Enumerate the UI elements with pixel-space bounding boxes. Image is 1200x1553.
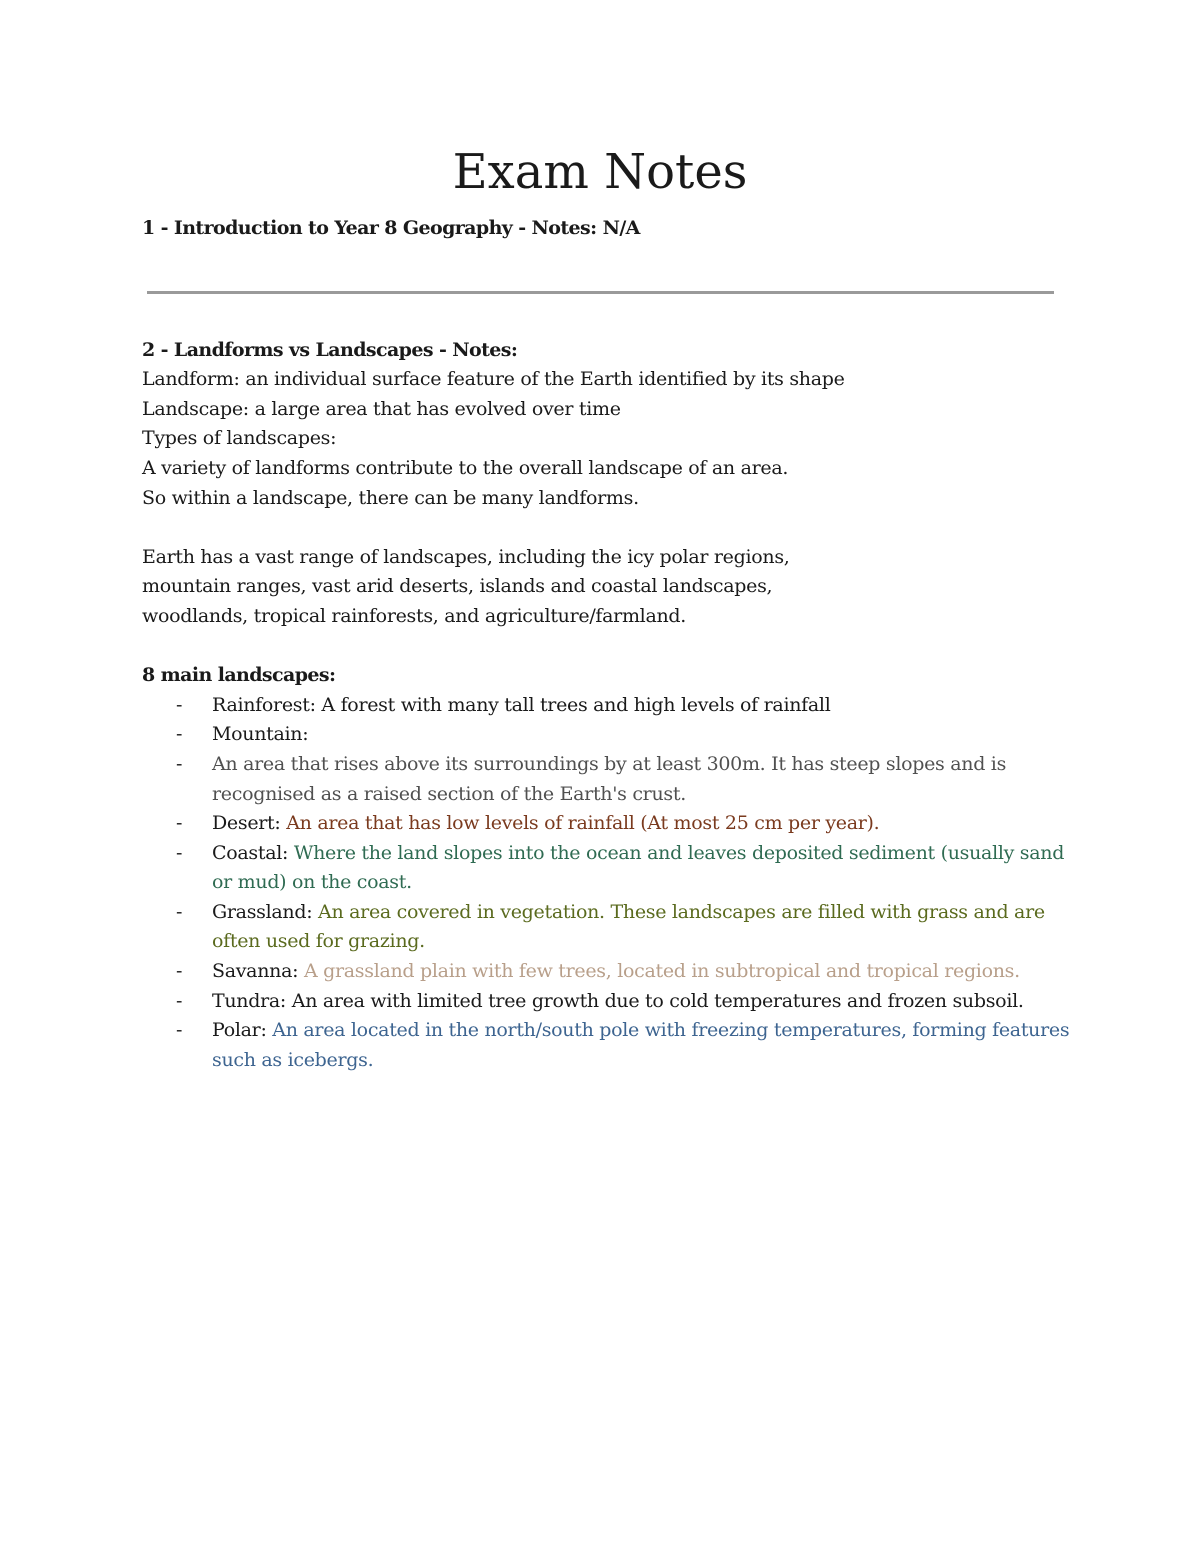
list-item <box>142 809 1072 839</box>
spacer <box>142 294 1072 336</box>
landscape-definition: Where the land slopes into the ocean and leaves deposited sediment (usually sand or mud) on the coast. <box>212 841 1065 894</box>
types-of-landscapes-label: Types of landscapes: <box>142 427 337 450</box>
list-item <box>142 720 1072 750</box>
bullet-dash: - <box>176 900 183 923</box>
spacer <box>142 513 1072 543</box>
section1-heading: 1 - Introduction to Year 8 Geography - Notes: N/A <box>142 217 640 239</box>
list-item <box>142 898 1072 957</box>
landscape-term: Mountain: <box>212 723 309 746</box>
landscape-list <box>142 691 1072 1076</box>
bullet-dash: - <box>176 812 183 835</box>
landscape-definition: An area covered in vegetation. These landscapes are filled with grass and are often used for grazing. <box>212 900 1045 953</box>
bullet-dash: - <box>176 841 183 864</box>
list-item <box>142 987 1072 1017</box>
earth-paragraph-line: woodlands, tropical rainforests, and agriculture/farmland. <box>142 604 687 627</box>
bullet-dash: - <box>176 989 183 1012</box>
document-body <box>142 214 1072 1075</box>
bullet-dash: - <box>176 693 183 716</box>
main-landscapes-heading: 8 main landscapes: <box>142 664 336 687</box>
landscape-term: Rainforest: <box>212 693 316 716</box>
landscape-term: Tundra: <box>212 989 287 1012</box>
bullet-dash: - <box>176 1019 183 1042</box>
list-item <box>142 750 1072 809</box>
within-landscape-line: So within a landscape, there can be many landforms. <box>142 486 639 509</box>
landscape-definition: An area that rises above its surroundings by at least 300m. It has steep slopes and is recognised as a raised section of the Earth's crust. <box>212 752 1007 805</box>
landscape-definition: An area with limited tree growth due to cold temperatures and frozen subsoil. <box>286 989 1024 1012</box>
landscape-definition: A grassland plain with few trees, located in subtropical and tropical regions. <box>298 960 1020 983</box>
landscape-definition: An area that has low levels of rainfall (At most 25 cm per year). <box>280 812 880 835</box>
landform-definition: Landform: an individual surface feature of the Earth identified by its shape <box>142 368 845 391</box>
bullet-dash: - <box>176 752 183 775</box>
spacer <box>142 632 1072 662</box>
bullet-dash: - <box>176 723 183 746</box>
earth-paragraph-line: mountain ranges, vast arid deserts, islands and coastal landscapes, <box>142 575 773 598</box>
landscape-definition: An area located in the north/south pole with freezing temperatures, forming features such as icebergs. <box>212 1019 1070 1071</box>
landscape-term: Coastal: <box>212 841 289 864</box>
page-title: Exam Notes <box>452 144 748 200</box>
landscape-term: Grassland: <box>212 900 313 923</box>
landscape-term: Savanna: <box>212 960 299 983</box>
earth-paragraph-line: Earth has a vast range of landscapes, including the icy polar regions, <box>142 545 790 568</box>
section2-heading: 2 - Landforms vs Landscapes - Notes: <box>142 338 518 361</box>
landscape-term: Polar: <box>212 1019 267 1042</box>
list-item <box>142 839 1072 898</box>
list-item <box>142 1016 1072 1075</box>
bullet-dash: - <box>176 960 183 983</box>
landscape-definition: A forest with many tall trees and high levels of rainfall <box>315 693 831 716</box>
list-item <box>142 691 1072 721</box>
variety-line: A variety of landforms contribute to the overall landscape of an area. <box>142 456 789 479</box>
landscape-term: Desert: <box>212 812 281 835</box>
list-item <box>142 957 1072 987</box>
landscape-definition: Landscape: a large area that has evolved over time <box>142 397 621 420</box>
